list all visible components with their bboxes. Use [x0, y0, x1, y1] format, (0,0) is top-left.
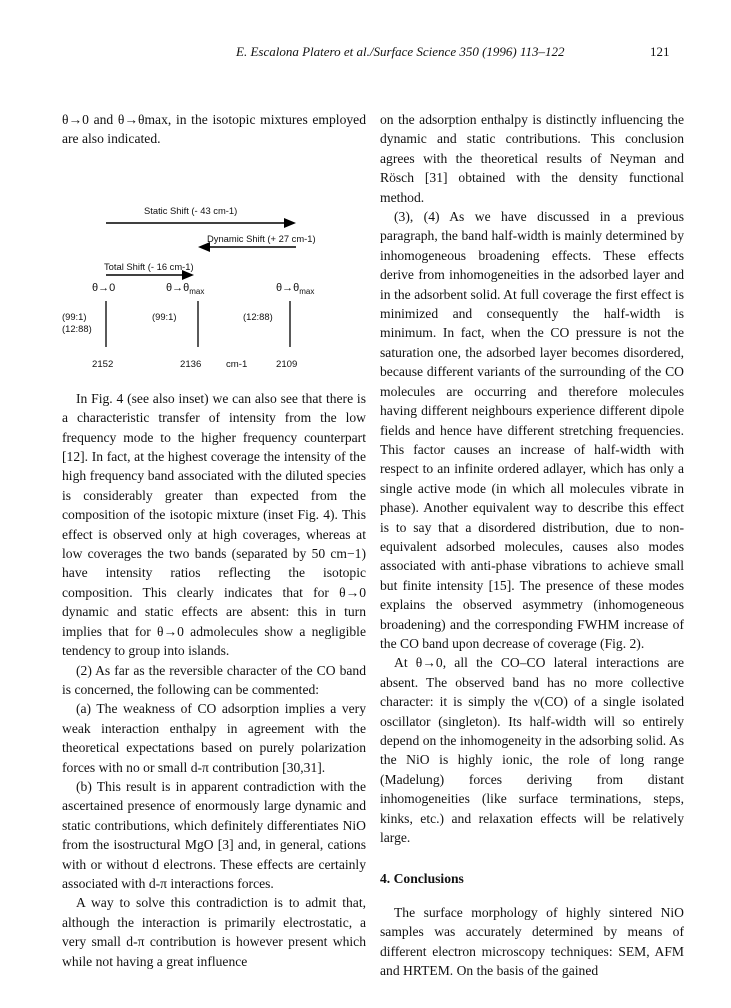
- theta-zero-label: θ→0: [92, 281, 116, 294]
- dynamic-shift-label: Dynamic Shift (+ 27 cm-1): [207, 232, 316, 244]
- ratio-label-1a: (99:1): [62, 310, 87, 322]
- paragraph: In Fig. 4 (see also inset) we can also see that there is a characteristic transfer of intensity from the low frequency mode to the higher frequency counterpart [12]. In fact, at the highest coverage the intensity of the high frequency band associated with the diluted species is considerably greater than expected from the composition of the isotopic mixture (inset Fig. 4). This effect is observed only at high coverages, whereas at low coverages the two bands (separated by 50 cm−1) have intensity ratios reflecting the isotopic composition. This clearly indicates that for θ→0 dynamic and static effects are absent: this in turn implies that for θ→0 admolecules show a negligible tendency to group into islands.: [62, 390, 366, 659]
- paragraph: The surface morphology of highly sintered NiO samples was accurately determined by means of different electron microscopy techniques: SEM, AFM and HRTEM. On the basis of the gained: [380, 904, 684, 979]
- paragraph: A way to solve this contradiction is to admit that, although the interaction is primarily electrostatic, a very small d-π contribution is however present which while not having a great influence: [62, 895, 366, 969]
- paragraph: (2) As far as the reversible character of the CO band is concerned, the following can be commented:: [62, 662, 366, 697]
- paragraph: (a) The weakness of CO adsorption implies a very weak interaction enthalpy in agreement with the theoretical expectations based on purely polarization forces with no or small d-π contribution [30,31].: [62, 701, 366, 775]
- paragraph: on the adsorption enthalpy is distinctly influencing the dynamic and static contributions. This conclusion agrees with the theoretical results of Neyman and Rösch [31] obtained with the density functional method.: [380, 112, 684, 205]
- paragraph: At θ→0, all the CO–CO lateral interactions are absent. The observed band has no more collective character: it is simply the ν(CO) of a single isolated oscillator (singleton). Its half-width will so entirely depend on the inhomogeneity in the adsorbing solid. As the NiO is highly ionic, the role of long range (Madelung) forces deriving from distant inhomogeneities (like surface terminations, steps, kinks, etc.) and relaxation effects will be relatively large.: [380, 655, 684, 846]
- band-positions: [62, 281, 366, 370]
- tick-2109: 2109: [276, 358, 298, 370]
- section-heading: 4. Conclusions: [380, 871, 464, 887]
- paragraph: (b) This result is in apparent contradiction with the ascertained presence of enormously large dynamic and static contributions, which definitely differentiates NiO from the isostructural MgO [3] and, in general, cations with or without d electrons. These effects are certainly associated with d-π interactions forces.: [62, 778, 366, 891]
- ratio-label-3: (12:88): [243, 310, 273, 322]
- right-column: [380, 110, 684, 980]
- theta-max-label-2: $\theta\to\theta_{max}$: [276, 281, 315, 296]
- tick-2152: 2152: [92, 358, 114, 370]
- paragraph: (3), (4) As we have discussed in a previous paragraph, the band half-width is mainly determined by inhomogeneous broadening effects. These effects derive from inhomogeneities in the adsorbed layer and in the adsorbent solid. At full coverage the first effect is minimized and consequently the half-width is minimum. In fact, when the CO pressure is not the saturation one, the adsorbed layer becomes disordered, because different variants of the surrounding of the CO molecules are occurring and therefore molecules having different neighbours experience different dipole fields and hence have different stretching frequencies. This factor causes an increase of half-width with respect to an infinite ordered adlayer, which has only a single active mode (in which all molecules vibrate in phase). Another equivalent way to describe this effect is to say that a disordered distribution, due to non-equivalent adsorbed molecules, causes also modes associated with anti-phase vibrations to achieve small but finite intensity [15]. The presence of these modes explains the observed asymmetry (inhomogeneous broadening) and the corresponding FWHM increase of the CO band upon decrease of coverage (Fig. 2).: [380, 209, 684, 651]
- total-shift-label: Total Shift (- 16 cm-1): [104, 260, 194, 272]
- ratio-label-2: (99:1): [152, 310, 177, 322]
- theta-max-label-1: $\theta\to\theta_{max}$: [166, 281, 205, 296]
- page-number: 121: [650, 44, 670, 59]
- static-shift-arrowhead: [284, 218, 296, 228]
- running-header: [0, 44, 731, 64]
- ratio-label-1b: (12:88): [62, 322, 92, 334]
- left-column: [62, 110, 366, 971]
- tick-2136: 2136: [180, 358, 202, 370]
- caption-tail: θ→0 and θ→θmax, in the isotopic mixtures employed are also indicated.: [62, 112, 366, 147]
- static-shift-label: Static Shift (- 43 cm-1): [144, 204, 238, 216]
- unit-label: cm-1: [226, 358, 248, 370]
- running-head: E. Escalona Platero et al./Surface Science 350 (1996) 113–122: [236, 44, 565, 59]
